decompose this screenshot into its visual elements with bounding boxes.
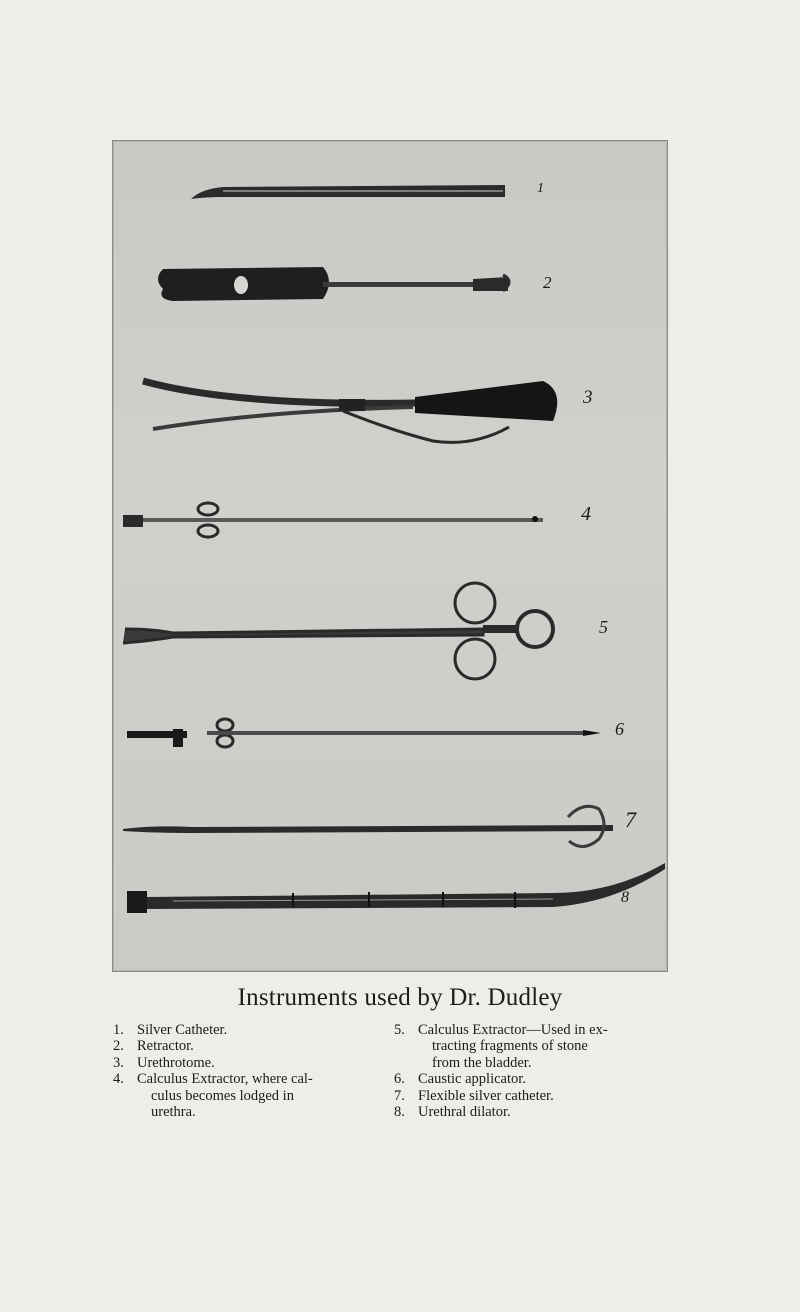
instrument-number-5: 5 — [599, 617, 608, 637]
silver-catheter — [191, 185, 505, 199]
legend-item — [394, 1088, 664, 1104]
legend-item-number: 1. — [113, 1022, 124, 1038]
legend-item — [113, 1038, 373, 1054]
legend-item-text: Urethral dilator. — [418, 1104, 511, 1121]
legend-item — [394, 1104, 664, 1120]
legend-item-text: Urethrotome. — [137, 1054, 215, 1071]
urethral-dilator — [127, 863, 665, 913]
legend-item-number: 2. — [113, 1038, 124, 1055]
instrument-number-7: 7 — [625, 807, 636, 832]
instrument-number-8: 8 — [621, 889, 629, 906]
legend-item — [113, 1071, 373, 1120]
legend-item-number: 4. — [113, 1071, 124, 1088]
legend-item-number: 8. — [394, 1104, 405, 1121]
legend-item — [113, 1055, 373, 1071]
legend-item-text-continued: from the bladder. — [432, 1054, 532, 1071]
calculus-extractor-bladder — [123, 583, 553, 679]
instrument-photo-plate — [112, 140, 668, 972]
legend-left-column — [113, 1022, 373, 1120]
legend-item-number: 7. — [394, 1087, 405, 1104]
legend-item-text: Caustic applicator. — [418, 1071, 526, 1088]
plate-caption-title: Instruments used by Dr. Dudley — [237, 984, 563, 1011]
calculus-extractor-urethra — [123, 503, 543, 537]
legend-item-text: Calculus Extractor—Used in ex- — [418, 1022, 608, 1038]
legend-item-number: 3. — [113, 1054, 124, 1071]
instrument-number-2: 2 — [543, 273, 552, 292]
legend-item-text: Silver Catheter. — [137, 1022, 228, 1038]
legend-item-text-continued: tracting fragments of stone — [432, 1038, 588, 1055]
flexible-silver-catheter — [123, 806, 613, 846]
legend-right-column — [394, 1022, 664, 1120]
instrument-number-3: 3 — [583, 387, 593, 408]
instruments-illustration — [113, 141, 667, 971]
urethrotome — [143, 381, 557, 442]
legend-item-text-continued: culus becomes lodged in — [151, 1087, 294, 1104]
instrument-number-4: 4 — [581, 503, 591, 525]
legend-item-text: Flexible silver catheter. — [418, 1087, 554, 1104]
legend-item — [394, 1022, 664, 1071]
legend-item-text: Calculus Extractor, where cal- — [137, 1071, 313, 1088]
legend-item-number: 6. — [394, 1071, 405, 1088]
legend-item-number: 5. — [394, 1022, 405, 1038]
legend-item-text: Retractor. — [137, 1038, 194, 1055]
legend-item — [394, 1071, 664, 1087]
instrument-number-1: 1 — [537, 181, 544, 196]
legend-item — [113, 1022, 373, 1038]
retractor — [158, 267, 509, 301]
legend-item-text-continued: urethra. — [151, 1104, 196, 1121]
instrument-number-6: 6 — [615, 719, 624, 739]
caustic-applicator — [127, 719, 601, 747]
